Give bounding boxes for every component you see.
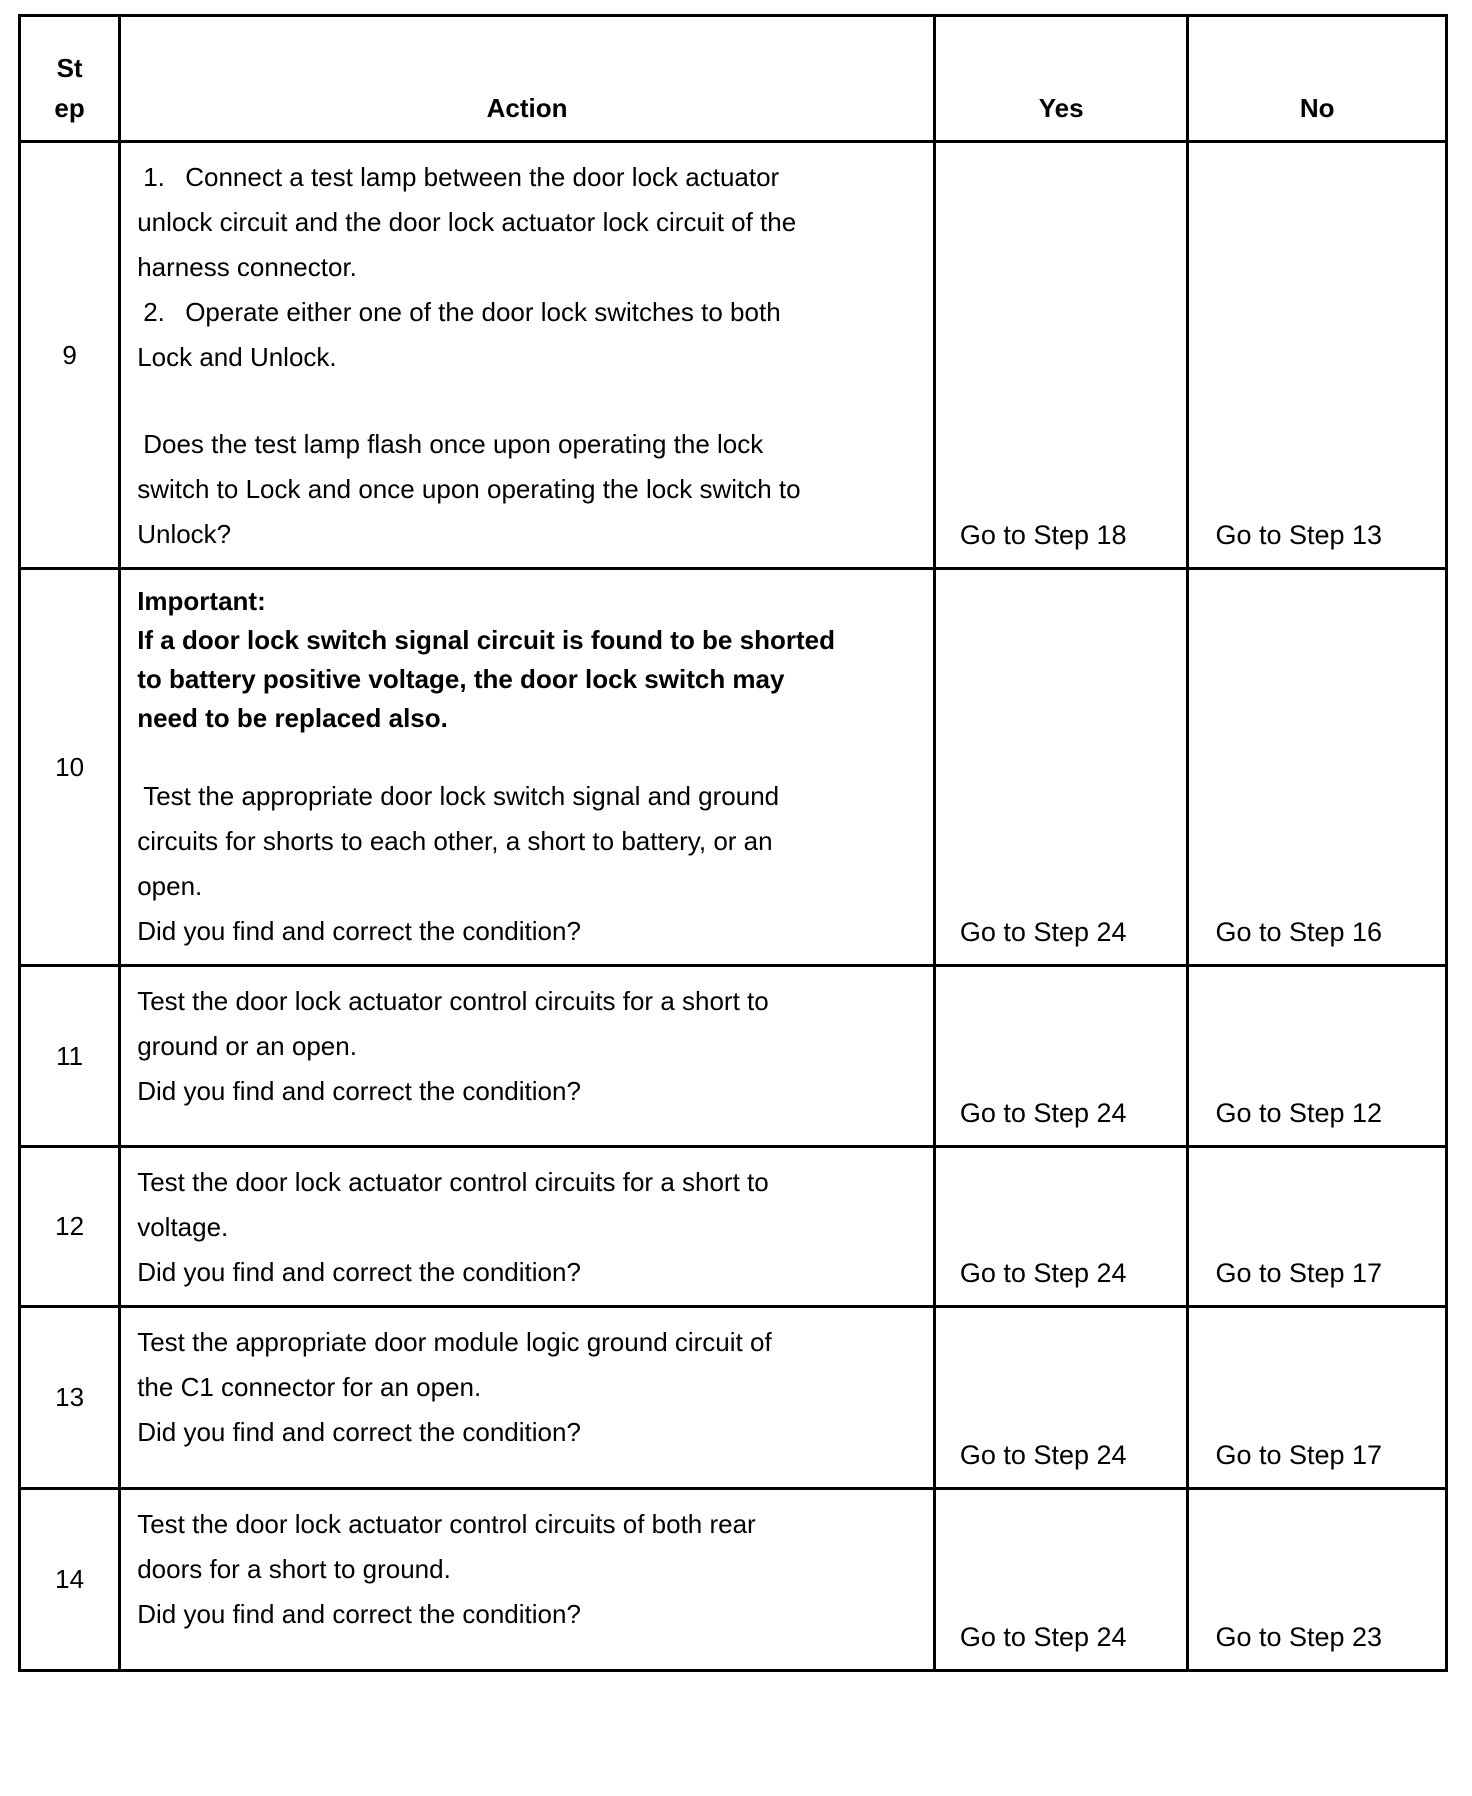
- numbered-item: [137, 155, 915, 200]
- action-cell: [120, 1489, 935, 1671]
- no-result: Go to Step 17: [1188, 1147, 1447, 1307]
- question-line: Unlock?: [137, 519, 232, 549]
- action-line: voltage.: [137, 1212, 229, 1242]
- table-row: [20, 1147, 1447, 1307]
- important-line: to battery positive voltage, the door lock switch may: [137, 664, 785, 694]
- action-line: doors for a short to ground.: [137, 1554, 451, 1584]
- table-row: [20, 1307, 1447, 1489]
- header-yes: Yes: [934, 16, 1188, 142]
- no-result: Go to Step 23: [1188, 1489, 1447, 1671]
- action-line: Test the door lock actuator control circuits for a short to: [137, 1167, 769, 1197]
- yes-result: Go to Step 24: [934, 1489, 1188, 1671]
- question-line: switch to Lock and once upon operating the lock switch to: [137, 474, 801, 504]
- diagnostic-table: [18, 14, 1448, 1672]
- no-result: Go to Step 13: [1188, 142, 1447, 569]
- important-line: If a door lock switch signal circuit is found to be shorted: [137, 625, 835, 655]
- header-step: [20, 16, 120, 142]
- item-text: Operate either one of the door lock switches to both: [185, 297, 781, 327]
- header-row: [20, 16, 1447, 142]
- table-row: [20, 142, 1447, 569]
- header-step-line1: St: [56, 53, 83, 83]
- action-line: Test the door lock actuator control circuits for a short to: [137, 986, 769, 1016]
- step-number: 12: [20, 1147, 120, 1307]
- item-number: 1.: [143, 162, 165, 192]
- action-line: Test the appropriate door lock switch signal and ground: [143, 781, 780, 811]
- action-line: open.: [137, 871, 203, 901]
- table-row: [20, 1489, 1447, 1671]
- step-number: 13: [20, 1307, 120, 1489]
- question-line: Did you find and correct the condition?: [137, 1417, 581, 1447]
- step-number: 9: [20, 142, 120, 569]
- item-text: Lock and Unlock.: [137, 342, 337, 372]
- yes-result: Go to Step 18: [934, 142, 1188, 569]
- action-line: Test the door lock actuator control circuits of both rear: [137, 1509, 756, 1539]
- question-line: Did you find and correct the condition?: [137, 1599, 581, 1629]
- item-number: 2.: [143, 297, 165, 327]
- step-number: 11: [20, 966, 120, 1147]
- table-row: [20, 966, 1447, 1147]
- no-result: Go to Step 12: [1188, 966, 1447, 1147]
- yes-result: Go to Step 24: [934, 966, 1188, 1147]
- question-line: Did you find and correct the condition?: [137, 916, 581, 946]
- action-cell: [120, 1307, 935, 1489]
- question-line: Did you find and correct the condition?: [137, 1076, 581, 1106]
- action-cell: [120, 569, 935, 966]
- action-line: circuits for shorts to each other, a short to battery, or an: [137, 826, 773, 856]
- item-text: Connect a test lamp between the door lock actuator: [185, 162, 780, 192]
- action-cell: [120, 142, 935, 569]
- question-line: Does the test lamp flash once upon operating the lock: [143, 429, 764, 459]
- action-line: the C1 connector for an open.: [137, 1372, 482, 1402]
- table-row: [20, 569, 1447, 966]
- important-line: need to be replaced also.: [137, 703, 448, 733]
- action-line: ground or an open.: [137, 1031, 357, 1061]
- header-step-line2: ep: [54, 93, 85, 123]
- no-result: Go to Step 16: [1188, 569, 1447, 966]
- spacer: [137, 738, 915, 774]
- action-cell: [120, 1147, 935, 1307]
- header-action: Action: [120, 16, 935, 142]
- item-text: unlock circuit and the door lock actuator lock circuit of the: [137, 207, 797, 237]
- important-title: Important:: [137, 586, 266, 616]
- action-cell: [120, 966, 935, 1147]
- yes-result: Go to Step 24: [934, 1147, 1188, 1307]
- spacer: [137, 380, 915, 422]
- yes-result: Go to Step 24: [934, 1307, 1188, 1489]
- yes-result: Go to Step 24: [934, 569, 1188, 966]
- header-no: No: [1188, 16, 1447, 142]
- numbered-item: [137, 290, 915, 335]
- action-line: Test the appropriate door module logic ground circuit of: [137, 1327, 772, 1357]
- item-text: harness connector.: [137, 252, 357, 282]
- step-number: 14: [20, 1489, 120, 1671]
- question-line: Did you find and correct the condition?: [137, 1257, 581, 1287]
- no-result: Go to Step 17: [1188, 1307, 1447, 1489]
- step-number: 10: [20, 569, 120, 966]
